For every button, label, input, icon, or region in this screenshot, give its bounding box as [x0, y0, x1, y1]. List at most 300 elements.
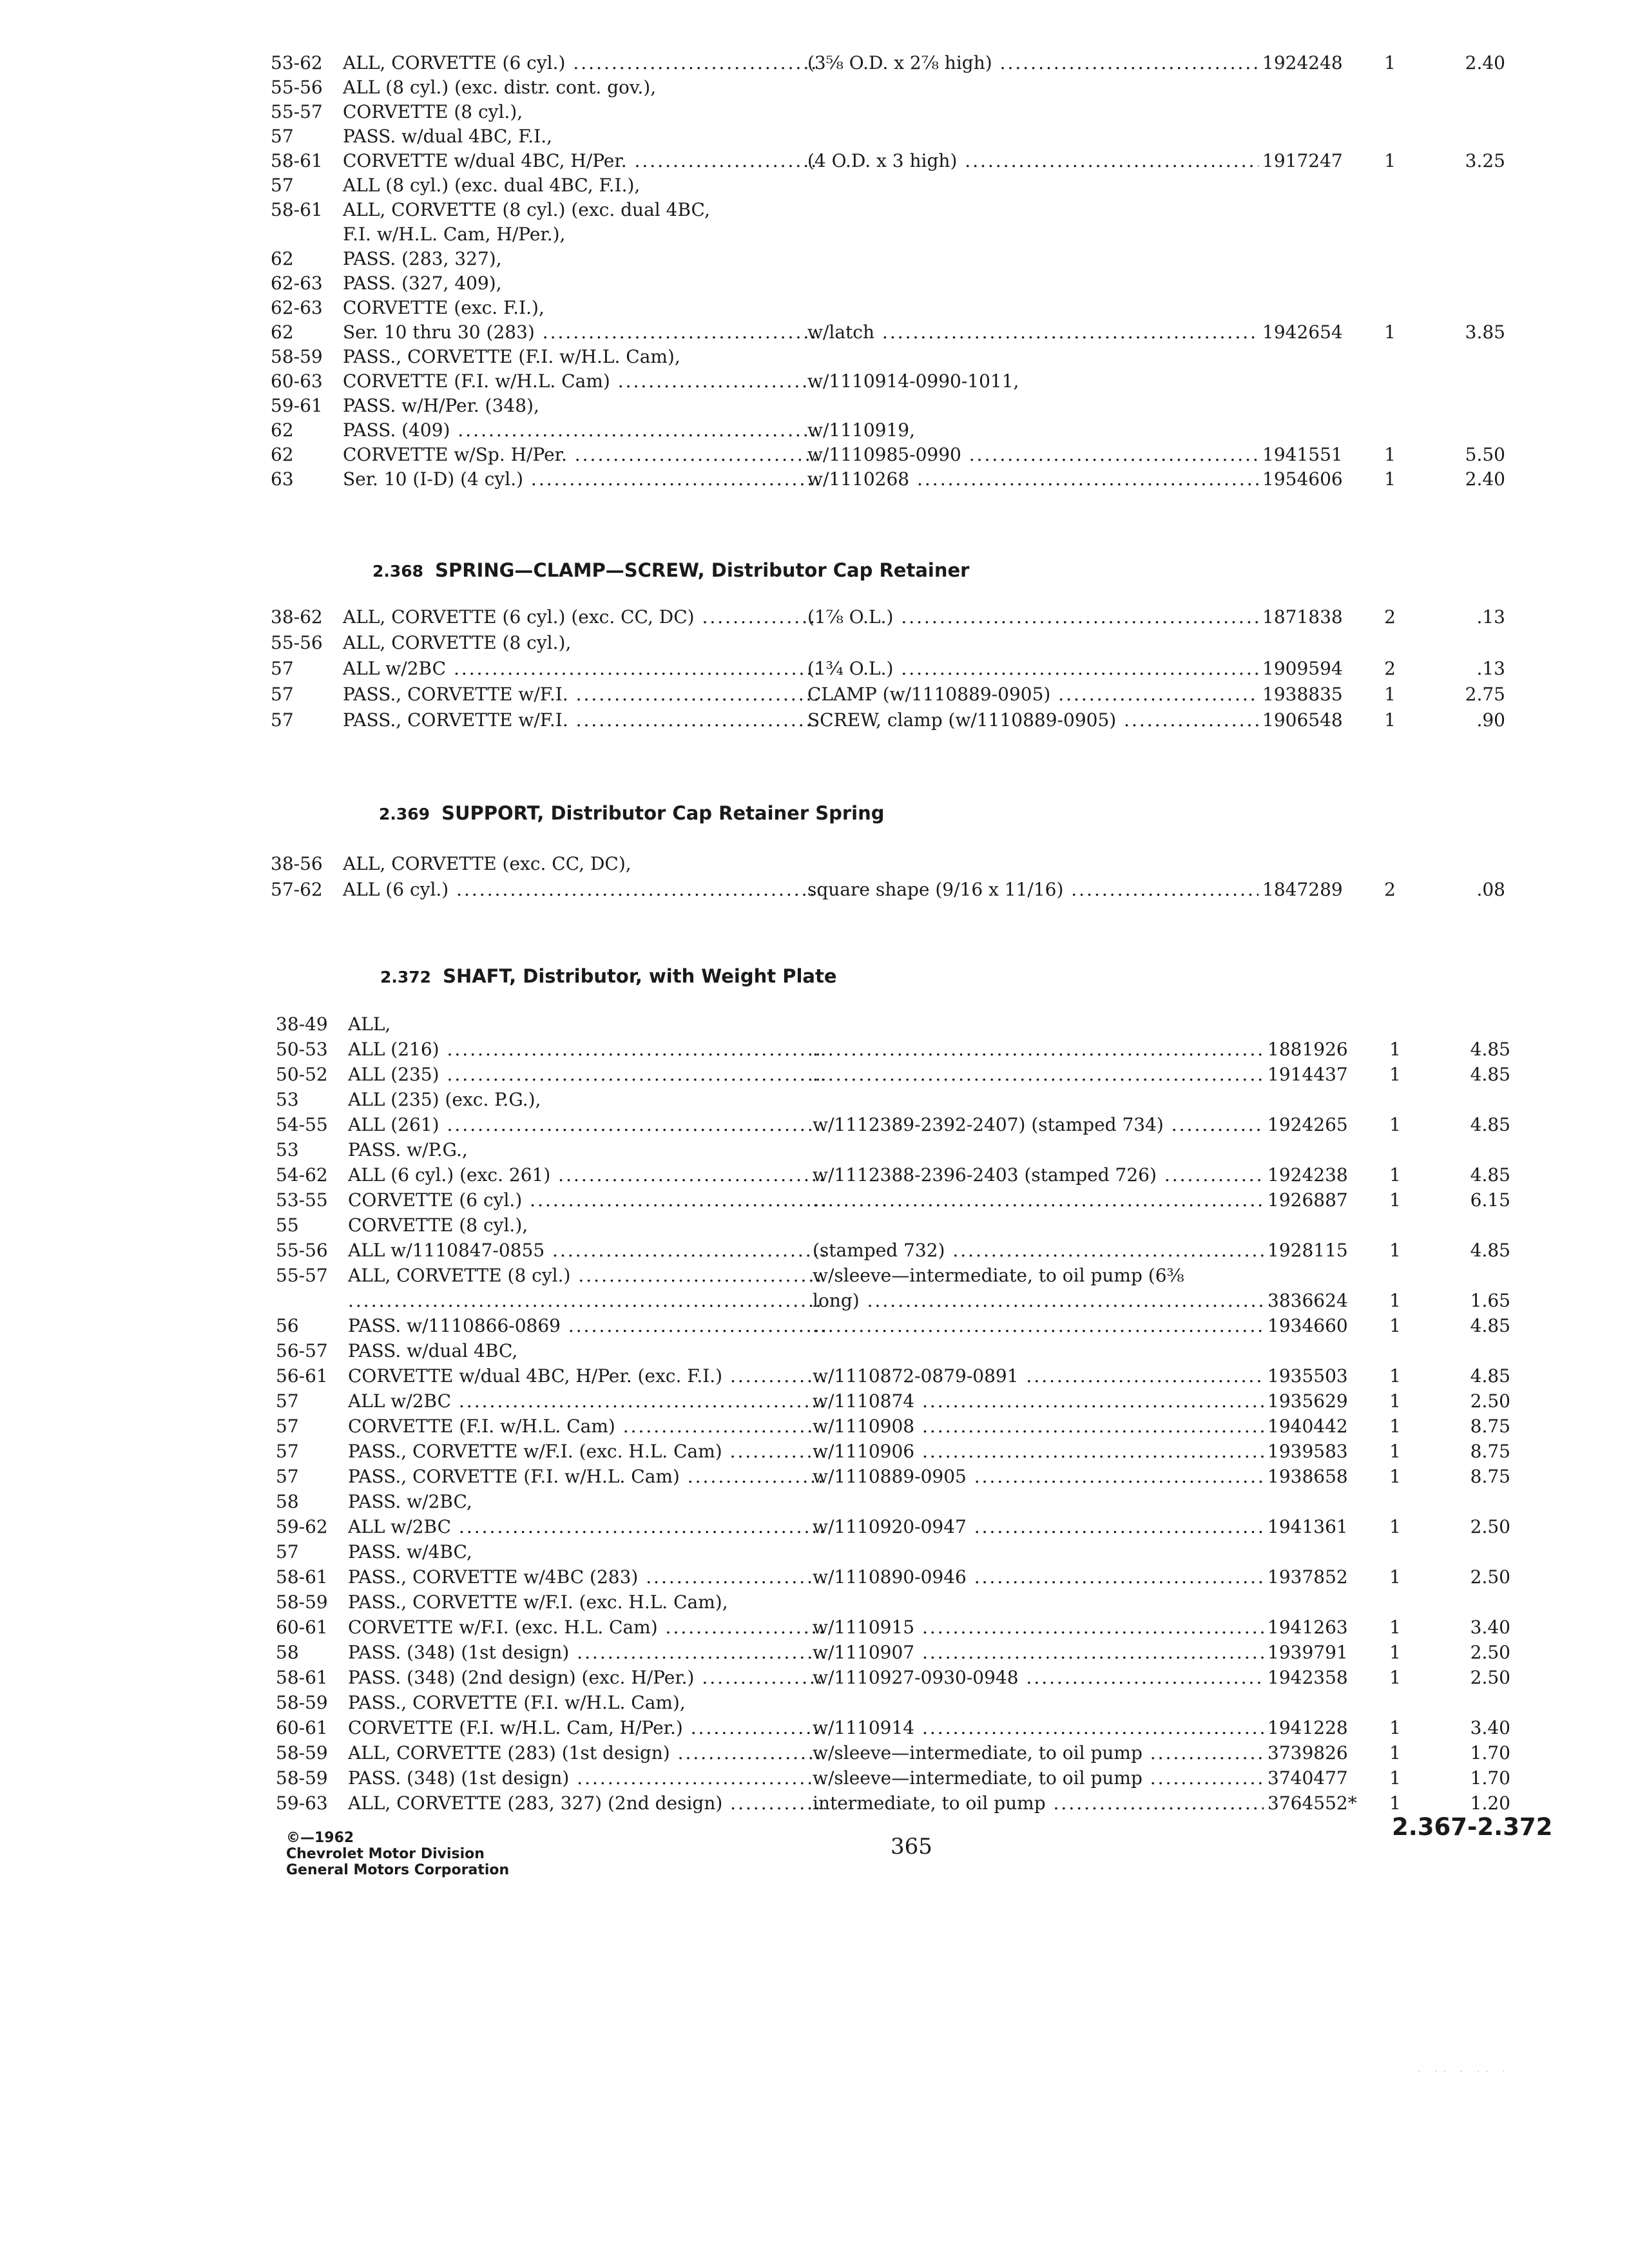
part-number: 1939583	[1268, 1441, 1348, 1462]
cell: 62	[271, 248, 294, 269]
cell: 57	[276, 1390, 299, 1412]
parts-row	[276, 1314, 1603, 1338]
copyright-line: ©—1962	[286, 1830, 354, 1846]
price: 6.15	[1470, 1189, 1510, 1211]
parts-row	[271, 124, 1598, 149]
quantity: 1	[1389, 1064, 1401, 1085]
part-number: 1924248	[1262, 52, 1343, 73]
parts-row	[276, 1465, 1603, 1489]
price: 1.20	[1470, 1792, 1510, 1814]
application: PASS. w/dual 4BC,	[348, 1340, 518, 1361]
price: 8.75	[1470, 1466, 1510, 1487]
price: 2.50	[1470, 1516, 1510, 1537]
price: 1.65	[1470, 1290, 1510, 1311]
parts-row	[276, 1364, 1603, 1389]
cell: 55	[276, 1215, 299, 1236]
description: w/1110914-0990-1011,	[807, 370, 1019, 392]
description: square shape (9/16 x 11/16) .....	[807, 878, 1258, 902]
price: .90	[1476, 709, 1505, 731]
application: PASS. (283, 327),	[343, 248, 502, 269]
part-number: 1941228	[1268, 1717, 1348, 1738]
cell: 57-62	[271, 879, 323, 900]
parts-row	[271, 605, 1598, 629]
description: (4 O.D. x 3 high) .....	[807, 149, 1258, 173]
part-number: 1940442	[1268, 1416, 1348, 1437]
part-number: 1935629	[1268, 1390, 1348, 1412]
cell: 57	[271, 684, 294, 705]
description: w/sleeve—intermediate, to oil pump .....	[813, 1766, 1264, 1791]
part-number: 1939791	[1268, 1642, 1348, 1663]
parts-row	[276, 1012, 1603, 1037]
description: CLAMP (w/1110889-0905) .....	[807, 682, 1258, 707]
cell: 54-62	[276, 1164, 328, 1186]
parts-row	[271, 345, 1598, 369]
application: PASS., CORVETTE w/F.I. (exc. H.L. Cam) .....	[348, 1439, 825, 1464]
cell: 55-56	[276, 1240, 328, 1261]
price: 2.50	[1470, 1566, 1510, 1588]
application: PASS., CORVETTE (F.I. w/H.L. Cam) .....	[348, 1465, 825, 1489]
application: CORVETTE w/dual 4BC, H/Per. (exc. F.I.) .....	[348, 1364, 825, 1389]
part-number: 1941263	[1268, 1617, 1348, 1638]
parts-row	[276, 1439, 1603, 1464]
cell: 53-62	[271, 52, 323, 73]
application: PASS., CORVETTE w/F.I. .....	[343, 682, 820, 707]
application: CORVETTE (8 cyl.),	[348, 1215, 528, 1236]
description: (stamped 732) .....	[813, 1238, 1264, 1263]
application: PASS. (348) (1st design) .....	[348, 1640, 825, 1665]
cell: 57	[276, 1441, 299, 1462]
description: w/1110920-0947 .....	[813, 1515, 1264, 1539]
quantity: 2	[1384, 879, 1396, 900]
price: 4.85	[1470, 1164, 1510, 1186]
quantity: 1	[1389, 1767, 1401, 1789]
cell: 57	[271, 658, 294, 679]
parts-row	[271, 631, 1598, 655]
part-number: 1938835	[1262, 684, 1343, 705]
parts-row	[276, 1389, 1603, 1414]
part-number: 1928115	[1268, 1240, 1348, 1261]
part-number: 1941551	[1262, 444, 1343, 465]
section-heading-2-368: 2.368 SPRING—CLAMP—SCREW, Distributor Cap Retainer	[372, 559, 970, 581]
part-number: 1926887	[1268, 1189, 1348, 1211]
part-number: 1938658	[1268, 1466, 1348, 1487]
quantity: 1	[1389, 1516, 1401, 1537]
parts-row	[276, 1741, 1603, 1765]
parts-row	[276, 1163, 1603, 1187]
quantity: 1	[1389, 1416, 1401, 1437]
part-number: 1924238	[1268, 1164, 1348, 1186]
quantity: 1	[1389, 1617, 1401, 1638]
application: CORVETTE (F.I. w/H.L. Cam) .....	[348, 1414, 825, 1439]
application: ALL, CORVETTE (8 cyl.),	[343, 632, 572, 653]
parts-row	[276, 1138, 1603, 1162]
quantity: 1	[1389, 1566, 1401, 1588]
description: w/sleeve—intermediate, to oil pump (6⅜	[813, 1265, 1184, 1286]
price: 8.75	[1470, 1416, 1510, 1437]
description: w/1110914 .....	[813, 1716, 1264, 1740]
part-number: 1906548	[1262, 709, 1343, 731]
application: ALL (6 cyl.) .....	[343, 878, 820, 902]
description: w/latch .....	[807, 320, 1258, 345]
price: 8.75	[1470, 1441, 1510, 1462]
cell: 60-61	[276, 1617, 328, 1638]
part-number: 1942358	[1268, 1667, 1348, 1688]
parts-row	[276, 1766, 1603, 1791]
quantity: 1	[1389, 1466, 1401, 1487]
corporation-line: General Motors Corporation	[286, 1862, 510, 1878]
application: PASS. (348) (2nd design) (exc. H/Per.) .....	[348, 1666, 825, 1690]
parts-row	[271, 369, 1598, 394]
application: ALL w/2BC .....	[348, 1515, 825, 1539]
application: CORVETTE (exc. F.I.),	[343, 297, 545, 318]
parts-row	[271, 418, 1598, 443]
description: w/1110906 .....	[813, 1439, 1264, 1464]
quantity: 1	[1389, 1114, 1401, 1135]
application: CORVETTE w/F.I. (exc. H.L. Cam) .....	[348, 1615, 825, 1640]
description	[813, 1062, 1264, 1087]
application: PASS., CORVETTE w/4BC (283) .....	[348, 1565, 825, 1590]
part-number: 1941361	[1268, 1516, 1348, 1537]
price: 4.85	[1470, 1064, 1510, 1085]
application: ALL (235) (exc. P.G.),	[348, 1089, 541, 1110]
parts-row	[271, 467, 1598, 492]
parts-row	[271, 320, 1598, 345]
parts-row	[271, 296, 1598, 320]
parts-row	[276, 1414, 1603, 1439]
description: w/1110872-0879-0891 .....	[813, 1364, 1264, 1389]
description: w/1110889-0905 .....	[813, 1465, 1264, 1489]
description: (3⅝ O.D. x 2⅞ high) .....	[807, 51, 1258, 75]
description: (1⅞ O.L.) .....	[807, 605, 1258, 629]
part-number: 3764552*	[1268, 1792, 1357, 1814]
cell: 55-57	[271, 101, 323, 122]
application: ALL w/2BC .....	[343, 657, 820, 681]
application: Ser. 10 thru 30 (283) .....	[343, 320, 820, 345]
parts-row	[276, 1666, 1603, 1690]
description: w/1110985-0990 .....	[807, 443, 1258, 467]
quantity: 1	[1384, 322, 1396, 343]
cell: 58-61	[276, 1667, 328, 1688]
part-number: 1937852	[1268, 1566, 1348, 1588]
price: .13	[1476, 606, 1505, 628]
cell: 57	[271, 126, 294, 147]
cell: 58-61	[276, 1566, 328, 1588]
quantity: 1	[1389, 1290, 1401, 1311]
price: 2.40	[1465, 52, 1505, 73]
application: F.I. w/H.L. Cam, H/Per.),	[343, 224, 566, 245]
application: ALL (8 cyl.) (exc. dual 4BC, F.I.),	[343, 175, 641, 196]
price: 4.85	[1470, 1114, 1510, 1135]
part-number: 1924265	[1268, 1114, 1348, 1135]
application: PASS. w/H/Per. (348),	[343, 395, 539, 416]
parts-row	[271, 708, 1598, 733]
application: ALL (8 cyl.) (exc. distr. cont. gov.),	[343, 77, 657, 98]
section-range-label: 2.367-2.372	[1392, 1813, 1553, 1841]
cell: 58-61	[271, 199, 323, 220]
quantity: 1	[1389, 1390, 1401, 1412]
quantity: 1	[1389, 1365, 1401, 1387]
part-number: 3836624	[1268, 1290, 1348, 1311]
cell: 58-59	[276, 1591, 328, 1613]
application: ALL, CORVETTE (8 cyl.) (exc. dual 4BC,	[343, 199, 710, 220]
parts-row	[271, 443, 1598, 467]
part-number: 1847289	[1262, 879, 1343, 900]
application: PASS. w/P.G.,	[348, 1139, 468, 1160]
cell: 62	[271, 419, 294, 441]
parts-row	[276, 1615, 1603, 1640]
description: w/1110919,	[807, 419, 916, 441]
parts-row	[276, 1113, 1603, 1137]
page-number: 365	[891, 1834, 932, 1860]
parts-row	[271, 173, 1598, 198]
price: 3.40	[1470, 1717, 1510, 1738]
cell: 58-59	[276, 1767, 328, 1789]
quantity: 1	[1389, 1315, 1401, 1336]
part-number: 1881926	[1268, 1039, 1348, 1060]
application: CORVETTE (8 cyl.),	[343, 101, 523, 122]
quantity: 1	[1389, 1792, 1401, 1814]
parts-row	[276, 1640, 1603, 1665]
cell: 56-61	[276, 1365, 328, 1387]
quantity: 1	[1389, 1642, 1401, 1663]
application: CORVETTE (F.I. w/H.L. Cam) .....	[343, 369, 820, 394]
part-number: 1934660	[1268, 1315, 1348, 1336]
parts-row	[276, 1339, 1603, 1363]
part-number: 1935503	[1268, 1365, 1348, 1387]
price: 2.50	[1470, 1667, 1510, 1688]
cell: 38-49	[276, 1014, 328, 1035]
parts-row	[276, 1590, 1603, 1615]
cell: 58-59	[271, 346, 323, 367]
description: w/1110908 .....	[813, 1414, 1264, 1439]
price: 3.40	[1470, 1617, 1510, 1638]
parts-row	[271, 271, 1598, 296]
division-line: Chevrolet Motor Division	[286, 1846, 485, 1862]
application: PASS., CORVETTE w/F.I. (exc. H.L. Cam),	[348, 1591, 728, 1613]
parts-row	[271, 682, 1598, 707]
cell: 59-63	[276, 1792, 328, 1814]
quantity: 1	[1389, 1240, 1401, 1261]
application: PASS. w/1110866-0869 .....	[348, 1314, 825, 1338]
price: 5.50	[1465, 444, 1505, 465]
application: ALL, CORVETTE (283) (1st design) .....	[348, 1741, 825, 1765]
price: 4.85	[1470, 1315, 1510, 1336]
parts-row	[276, 1264, 1603, 1288]
parts-row	[271, 100, 1598, 124]
cell: 55-56	[271, 77, 323, 98]
application: ALL (6 cyl.) (exc. 261) .....	[348, 1163, 825, 1187]
parts-row	[276, 1188, 1603, 1213]
quantity: 1	[1384, 150, 1396, 171]
application: ALL (261) .....	[348, 1113, 825, 1137]
parts-row	[276, 1088, 1603, 1112]
cell: 63	[271, 468, 294, 490]
part-number: 1942654	[1262, 322, 1343, 343]
cell: 60-63	[271, 370, 323, 392]
application: ALL (216) .....	[348, 1037, 825, 1062]
parts-row	[276, 1515, 1603, 1539]
cell: 57	[271, 709, 294, 731]
quantity: 1	[1384, 684, 1396, 705]
price: 4.85	[1470, 1039, 1510, 1060]
price: 2.75	[1465, 684, 1505, 705]
application: CORVETTE w/Sp. H/Per. .....	[343, 443, 820, 467]
application: PASS., CORVETTE w/F.I. .....	[343, 708, 820, 733]
parts-row	[271, 198, 1598, 222]
parts-row	[271, 878, 1598, 902]
price: .13	[1476, 658, 1505, 679]
application: Ser. 10 (I-D) (4 cyl.) .....	[343, 467, 820, 492]
cell: 53-55	[276, 1189, 328, 1211]
description	[813, 1188, 1264, 1213]
description: (1¾ O.L.) .....	[807, 657, 1258, 681]
application: ALL, CORVETTE (exc. CC, DC),	[343, 853, 631, 874]
part-number: 1909594	[1262, 658, 1343, 679]
quantity: 2	[1384, 658, 1396, 679]
price: .08	[1476, 879, 1505, 900]
cell: 59-61	[271, 395, 323, 416]
price: 4.85	[1470, 1240, 1510, 1261]
description: w/1110907 .....	[813, 1640, 1264, 1665]
part-number: 1871838	[1262, 606, 1343, 628]
description: w/1110268 .....	[807, 467, 1258, 492]
quantity: 1	[1389, 1164, 1401, 1186]
parts-row	[271, 852, 1598, 876]
price: 2.50	[1470, 1642, 1510, 1663]
footer-copyright-block	[286, 1830, 509, 1878]
section-heading-2-369: 2.369 SUPPORT, Distributor Cap Retainer Spring	[379, 802, 885, 824]
quantity: 1	[1389, 1039, 1401, 1060]
cell: 38-56	[271, 853, 323, 874]
application: PASS. (348) (1st design) .....	[348, 1766, 825, 1791]
price: 3.85	[1465, 322, 1505, 343]
parts-row	[276, 1037, 1603, 1062]
cell: 53	[276, 1139, 299, 1160]
part-number: 3739826	[1268, 1742, 1348, 1763]
application: CORVETTE w/dual 4BC, H/Per. .....	[343, 149, 820, 173]
cell: 38-62	[271, 606, 323, 628]
price: 2.50	[1470, 1390, 1510, 1412]
price: 1.70	[1470, 1742, 1510, 1763]
cell: 62	[271, 322, 294, 343]
cell: 57	[276, 1541, 299, 1562]
part-number: 3740477	[1268, 1767, 1348, 1789]
price: 2.40	[1465, 468, 1505, 490]
parts-row	[276, 1716, 1603, 1740]
section-heading-2-372: 2.372 SHAFT, Distributor, with Weight Plate	[380, 965, 837, 987]
application: PASS. (409) .....	[343, 418, 820, 443]
price: 1.70	[1470, 1767, 1510, 1789]
cell: 56-57	[276, 1340, 328, 1361]
application: PASS., CORVETTE (F.I. w/H.L. Cam),	[343, 346, 680, 367]
cell: 62-63	[271, 297, 323, 318]
application	[348, 1289, 825, 1313]
quantity: 1	[1389, 1742, 1401, 1763]
cell: 55-57	[276, 1265, 328, 1286]
part-number: 1914437	[1268, 1064, 1348, 1085]
cell: 58-59	[276, 1742, 328, 1763]
description: long) .....	[813, 1289, 1264, 1313]
parts-row	[271, 394, 1598, 418]
parts-row	[276, 1213, 1603, 1238]
parts-row	[276, 1238, 1603, 1263]
description: w/1112388-2396-2403 (stamped 726) .....	[813, 1163, 1264, 1187]
application: ALL, CORVETTE (8 cyl.) .....	[348, 1264, 825, 1288]
cell: 62-63	[271, 273, 323, 294]
application: PASS. (327, 409),	[343, 273, 502, 294]
application: PASS., CORVETTE (F.I. w/H.L. Cam),	[348, 1692, 686, 1713]
quantity: 1	[1389, 1717, 1401, 1738]
quantity: 2	[1384, 606, 1396, 628]
cell: 54-55	[276, 1114, 328, 1135]
application: ALL,	[348, 1014, 391, 1035]
application: ALL (235) .....	[348, 1062, 825, 1087]
description	[813, 1037, 1264, 1062]
description: intermediate, to oil pump .....	[813, 1791, 1264, 1816]
description: w/1110915 .....	[813, 1615, 1264, 1640]
application: PASS. w/2BC,	[348, 1491, 472, 1512]
cell: 58-59	[276, 1692, 328, 1713]
quantity: 1	[1384, 468, 1396, 490]
description	[813, 1314, 1264, 1338]
parts-row	[276, 1540, 1603, 1564]
cell: 55-56	[271, 632, 323, 653]
parts-row	[276, 1289, 1603, 1313]
quantity: 1	[1384, 52, 1396, 73]
parts-row	[271, 149, 1598, 173]
description: w/1110927-0930-0948 .....	[813, 1666, 1264, 1690]
application: PASS. w/dual 4BC, F.I.,	[343, 126, 553, 147]
parts-row	[271, 657, 1598, 681]
cell: 62	[271, 444, 294, 465]
scan-speckle: · ·· · ·· ·	[1418, 2065, 1510, 2077]
parts-row	[271, 51, 1598, 75]
price: 3.25	[1465, 150, 1505, 171]
parts-row	[276, 1565, 1603, 1590]
quantity: 1	[1384, 444, 1396, 465]
description: w/1110890-0946 .....	[813, 1565, 1264, 1590]
cell: 58	[276, 1491, 299, 1512]
cell: 60-61	[276, 1717, 328, 1738]
quantity: 1	[1389, 1667, 1401, 1688]
cell: 56	[276, 1315, 299, 1336]
parts-row	[271, 75, 1598, 100]
description: w/1110874 .....	[813, 1389, 1264, 1414]
cell: 53	[276, 1089, 299, 1110]
application: CORVETTE (6 cyl.) .....	[348, 1188, 825, 1213]
cell: 57	[276, 1466, 299, 1487]
quantity: 1	[1389, 1189, 1401, 1211]
description: w/1112389-2392-2407) (stamped 734) .....	[813, 1113, 1264, 1137]
quantity: 1	[1389, 1441, 1401, 1462]
application: ALL, CORVETTE (6 cyl.) (exc. CC, DC) .....	[343, 605, 820, 629]
cell: 57	[276, 1416, 299, 1437]
description: SCREW, clamp (w/1110889-0905) .....	[807, 708, 1258, 733]
parts-row	[271, 247, 1598, 271]
cell: 58	[276, 1642, 299, 1663]
parts-row	[276, 1791, 1603, 1816]
application: ALL w/1110847-0855 .....	[348, 1238, 825, 1263]
cell: 50-53	[276, 1039, 328, 1060]
part-number: 1954606	[1262, 468, 1343, 490]
parts-row	[276, 1691, 1603, 1715]
application: ALL, CORVETTE (283, 327) (2nd design) .....	[348, 1791, 825, 1816]
application: CORVETTE (F.I. w/H.L. Cam, H/Per.) .....	[348, 1716, 825, 1740]
part-number: 1917247	[1262, 150, 1343, 171]
price: 4.85	[1470, 1365, 1510, 1387]
application: PASS. w/4BC,	[348, 1541, 472, 1562]
cell: 58-61	[271, 150, 323, 171]
